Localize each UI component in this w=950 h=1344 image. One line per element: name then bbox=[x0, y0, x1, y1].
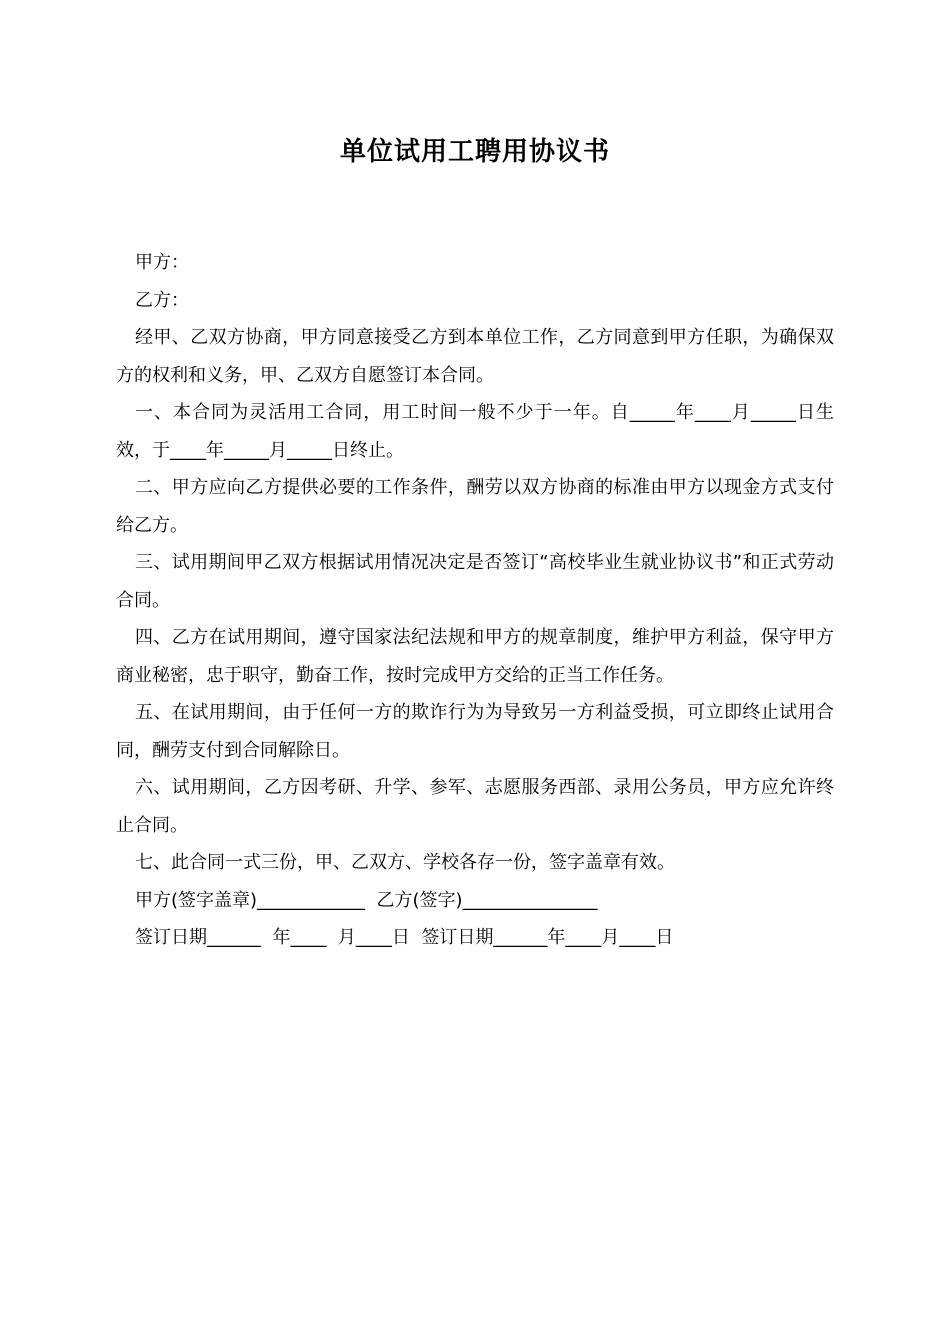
document-title: 单位试用工聘用协议书 bbox=[339, 137, 610, 167]
party-a-label: 甲方： bbox=[135, 252, 189, 273]
document-body bbox=[116, 244, 834, 957]
date-line: 签订日期______ 年____ 月____日 签订日期______年____月____日 bbox=[135, 927, 674, 948]
clause-2: 二、甲方应向乙方提供必要的工作条件，酬劳以双方协商的标准由甲方以现金方式支付给乙方。 bbox=[116, 477, 834, 536]
clause-4: 四、乙方在试用期间，遵守国家法纪法规和甲方的规章制度，维护甲方利益，保守甲方商业秘密，忠于职守，勤奋工作，按时完成甲方交给的正当工作任务。 bbox=[116, 627, 834, 686]
clause-7: 七、此合同一式三份，甲、乙双方、学校各存一份，签字盖章有效。 bbox=[135, 852, 675, 873]
intro-paragraph: 经甲、乙双方协商，甲方同意接受乙方到本单位工作，乙方同意到甲方任职，为确保双方的权利和义务，甲、乙双方自愿签订本合同。 bbox=[116, 327, 834, 386]
party-b-label: 乙方： bbox=[135, 289, 189, 311]
clause-3: 三、试用期间甲乙双方根据试用情况决定是否签订“高校毕业生就业协议书”和正式劳动合同。 bbox=[116, 552, 834, 611]
signature-line: 甲方(签字盖章)____________ 乙方(签字)_______________ bbox=[135, 889, 598, 911]
clause-6: 六、试用期间，乙方因考研、升学、参军、志愿服务西部、录用公务员，甲方应允许终止合同。 bbox=[116, 777, 834, 836]
clause-1: 一、本合同为灵活用工合同，用工时间一般不少于一年。自_____年____月_____日生效，于____年_____月_____日终止。 bbox=[116, 402, 834, 461]
clause-5: 五、在试用期间，由于任何一方的欺诈行为为导致另一方利益受损，可立即终止试用合同，酬劳支付到合同解除日。 bbox=[116, 702, 834, 761]
